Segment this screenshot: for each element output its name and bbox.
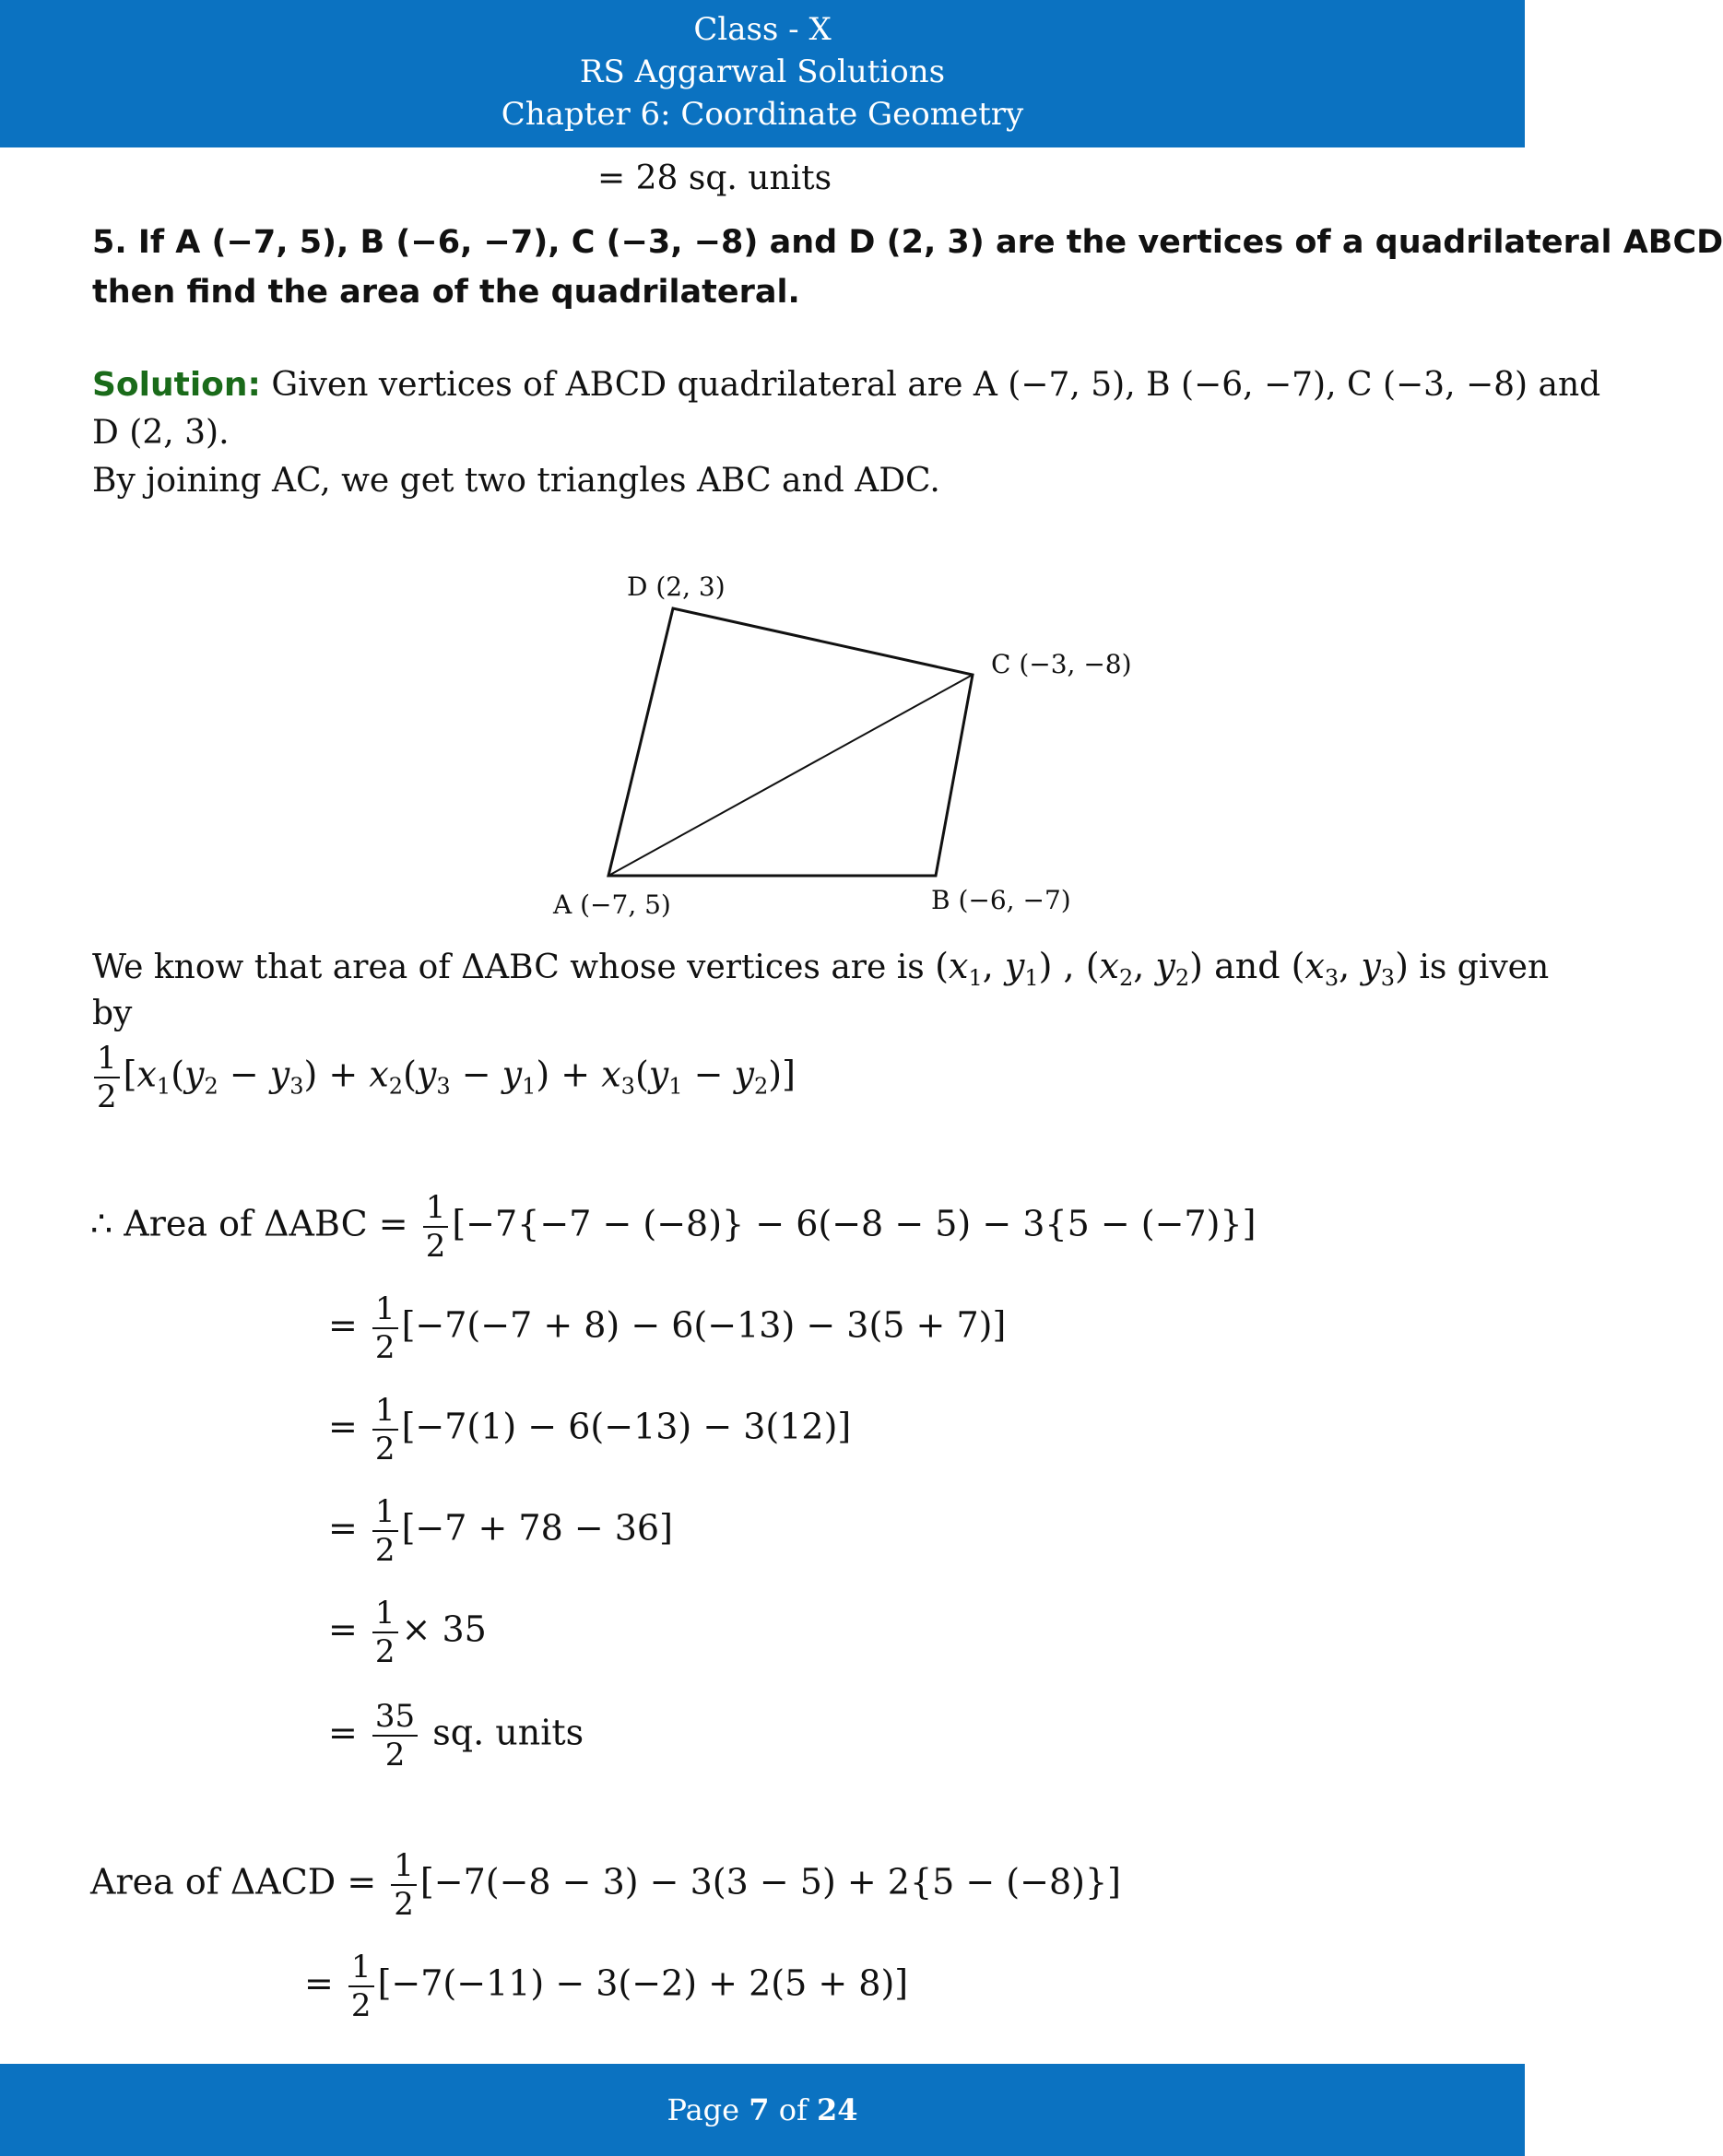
formula-intro-tail: is given (1408, 948, 1550, 986)
page-header (0, 0, 1525, 147)
vertex-label-a: A (−7, 5) (553, 889, 671, 920)
acd-step-2: = $\frac{1}{2}$ [−7(−11) − 3(−2) + 2(5 + 8)] (304, 1949, 909, 2024)
abc-step-5-expr: × 35 (401, 1608, 487, 1650)
quadrilateral-abcd (608, 608, 973, 876)
solution-line-3: By joining AC, we get two triangles ABC and ADC. (92, 462, 940, 500)
solution-label: Solution: (92, 366, 261, 404)
header-class: Class - X (693, 11, 832, 48)
formula-intro-text: We know that area of ΔABC whose vertices are is (92, 948, 936, 986)
abc-step-2: = $\frac{1}{2}$ [−7(−7 + 8) − 6(−13) − 3(5 + 7)] (328, 1290, 1007, 1366)
header-chapter: Chapter 6: Coordinate Geometry (501, 96, 1024, 133)
solution-line-1 (92, 361, 1600, 409)
abc-step-5: = $\frac{1}{2}$ × 35 (328, 1595, 487, 1670)
previous-result: = 28 sq. units (597, 159, 832, 197)
vertex-label-c: C (−3, −8) (991, 649, 1132, 679)
abc-step-1: ∴ Area of ΔABC = $\frac{1}{2}$ [−7{−7 − (−8)} − 6(−8 − 5) − 3{5 − (−7)}] (90, 1189, 1257, 1265)
acd-label: Area of ΔACD = (90, 1861, 388, 1903)
abc-step-6: = $\frac{35}{2}$ sq. units (328, 1698, 584, 1773)
quadrilateral-diagram (535, 562, 1143, 931)
footer-of-word: of (778, 2092, 808, 2127)
header-book: RS Aggarwal Solutions (579, 53, 946, 90)
abc-step-4-expr: [−7 + 78 − 36] (401, 1507, 673, 1549)
question-line-2: then find the area of the quadrilateral. (92, 274, 800, 311)
acd-step-1: Area of ΔACD = $\frac{1}{2}$ [−7(−8 − 3) − 3(3 − 5) + 2{5 − (−8)}] (90, 1847, 1121, 1923)
solution-text: Given vertices of ABCD quadrilateral are A (−7, 5), B (−6, −7), C (−3, −8) and (260, 366, 1601, 404)
question-line-1: 5. If A (−7, 5), B (−6, −7), C (−3, −8) and D (2, 3) are the vertices of a quadrilateral ABCD (92, 224, 1723, 261)
abc-step-2-expr: [−7(−7 + 8) − 6(−13) − 3(5 + 7)] (401, 1304, 1007, 1346)
acd-step-2-expr: [−7(−11) − 3(−2) + 2(5 + 8)] (377, 1962, 909, 2004)
vertex-label-d: D (2, 3) (627, 571, 726, 602)
abc-result-numerator: 35 (372, 1698, 418, 1737)
page-footer (0, 2064, 1525, 2156)
abc-step-4: = $\frac{1}{2}$ [−7 + 78 − 36] (328, 1493, 673, 1569)
footer-page-total: 24 (816, 2092, 858, 2127)
diagonal-ac (608, 675, 973, 876)
acd-step-1-expr: [−7(−8 − 3) − 3(3 − 5) + 2{5 − (−8)}] (419, 1861, 1121, 1903)
footer-page-word: Page (667, 2092, 740, 2127)
solution-line-2: D (2, 3). (92, 414, 230, 452)
area-formula: $\frac{1}{2}$ $[x_1(y_2 - y_3) + x_2(y_3 - y_1) + x_3(y_1 - y_2)]$ (90, 1040, 796, 1115)
formula-intro-line-2: by (92, 995, 133, 1032)
abc-result-unit: sq. units (432, 1712, 584, 1753)
abc-label: ∴ Area of ΔABC = (90, 1203, 419, 1244)
abc-step-1-expr: [−7{−7 − (−8)} − 6(−8 − 5) − 3{5 − (−7)}] (452, 1203, 1257, 1244)
formula-intro-line-1: We know that area of ΔABC whose vertices are is ($x_1$, $y_1$) , ($x_2$, $y_2$) and ($x_3$, $y_3$) is given (92, 946, 1550, 991)
vertex-label-b: B (−6, −7) (931, 885, 1071, 915)
abc-step-3: = $\frac{1}{2}$ [−7(1) − 6(−13) − 3(12)] (328, 1392, 852, 1467)
footer-page-number: 7 (749, 2092, 770, 2127)
abc-step-3-expr: [−7(1) − 6(−13) − 3(12)] (401, 1406, 852, 1447)
